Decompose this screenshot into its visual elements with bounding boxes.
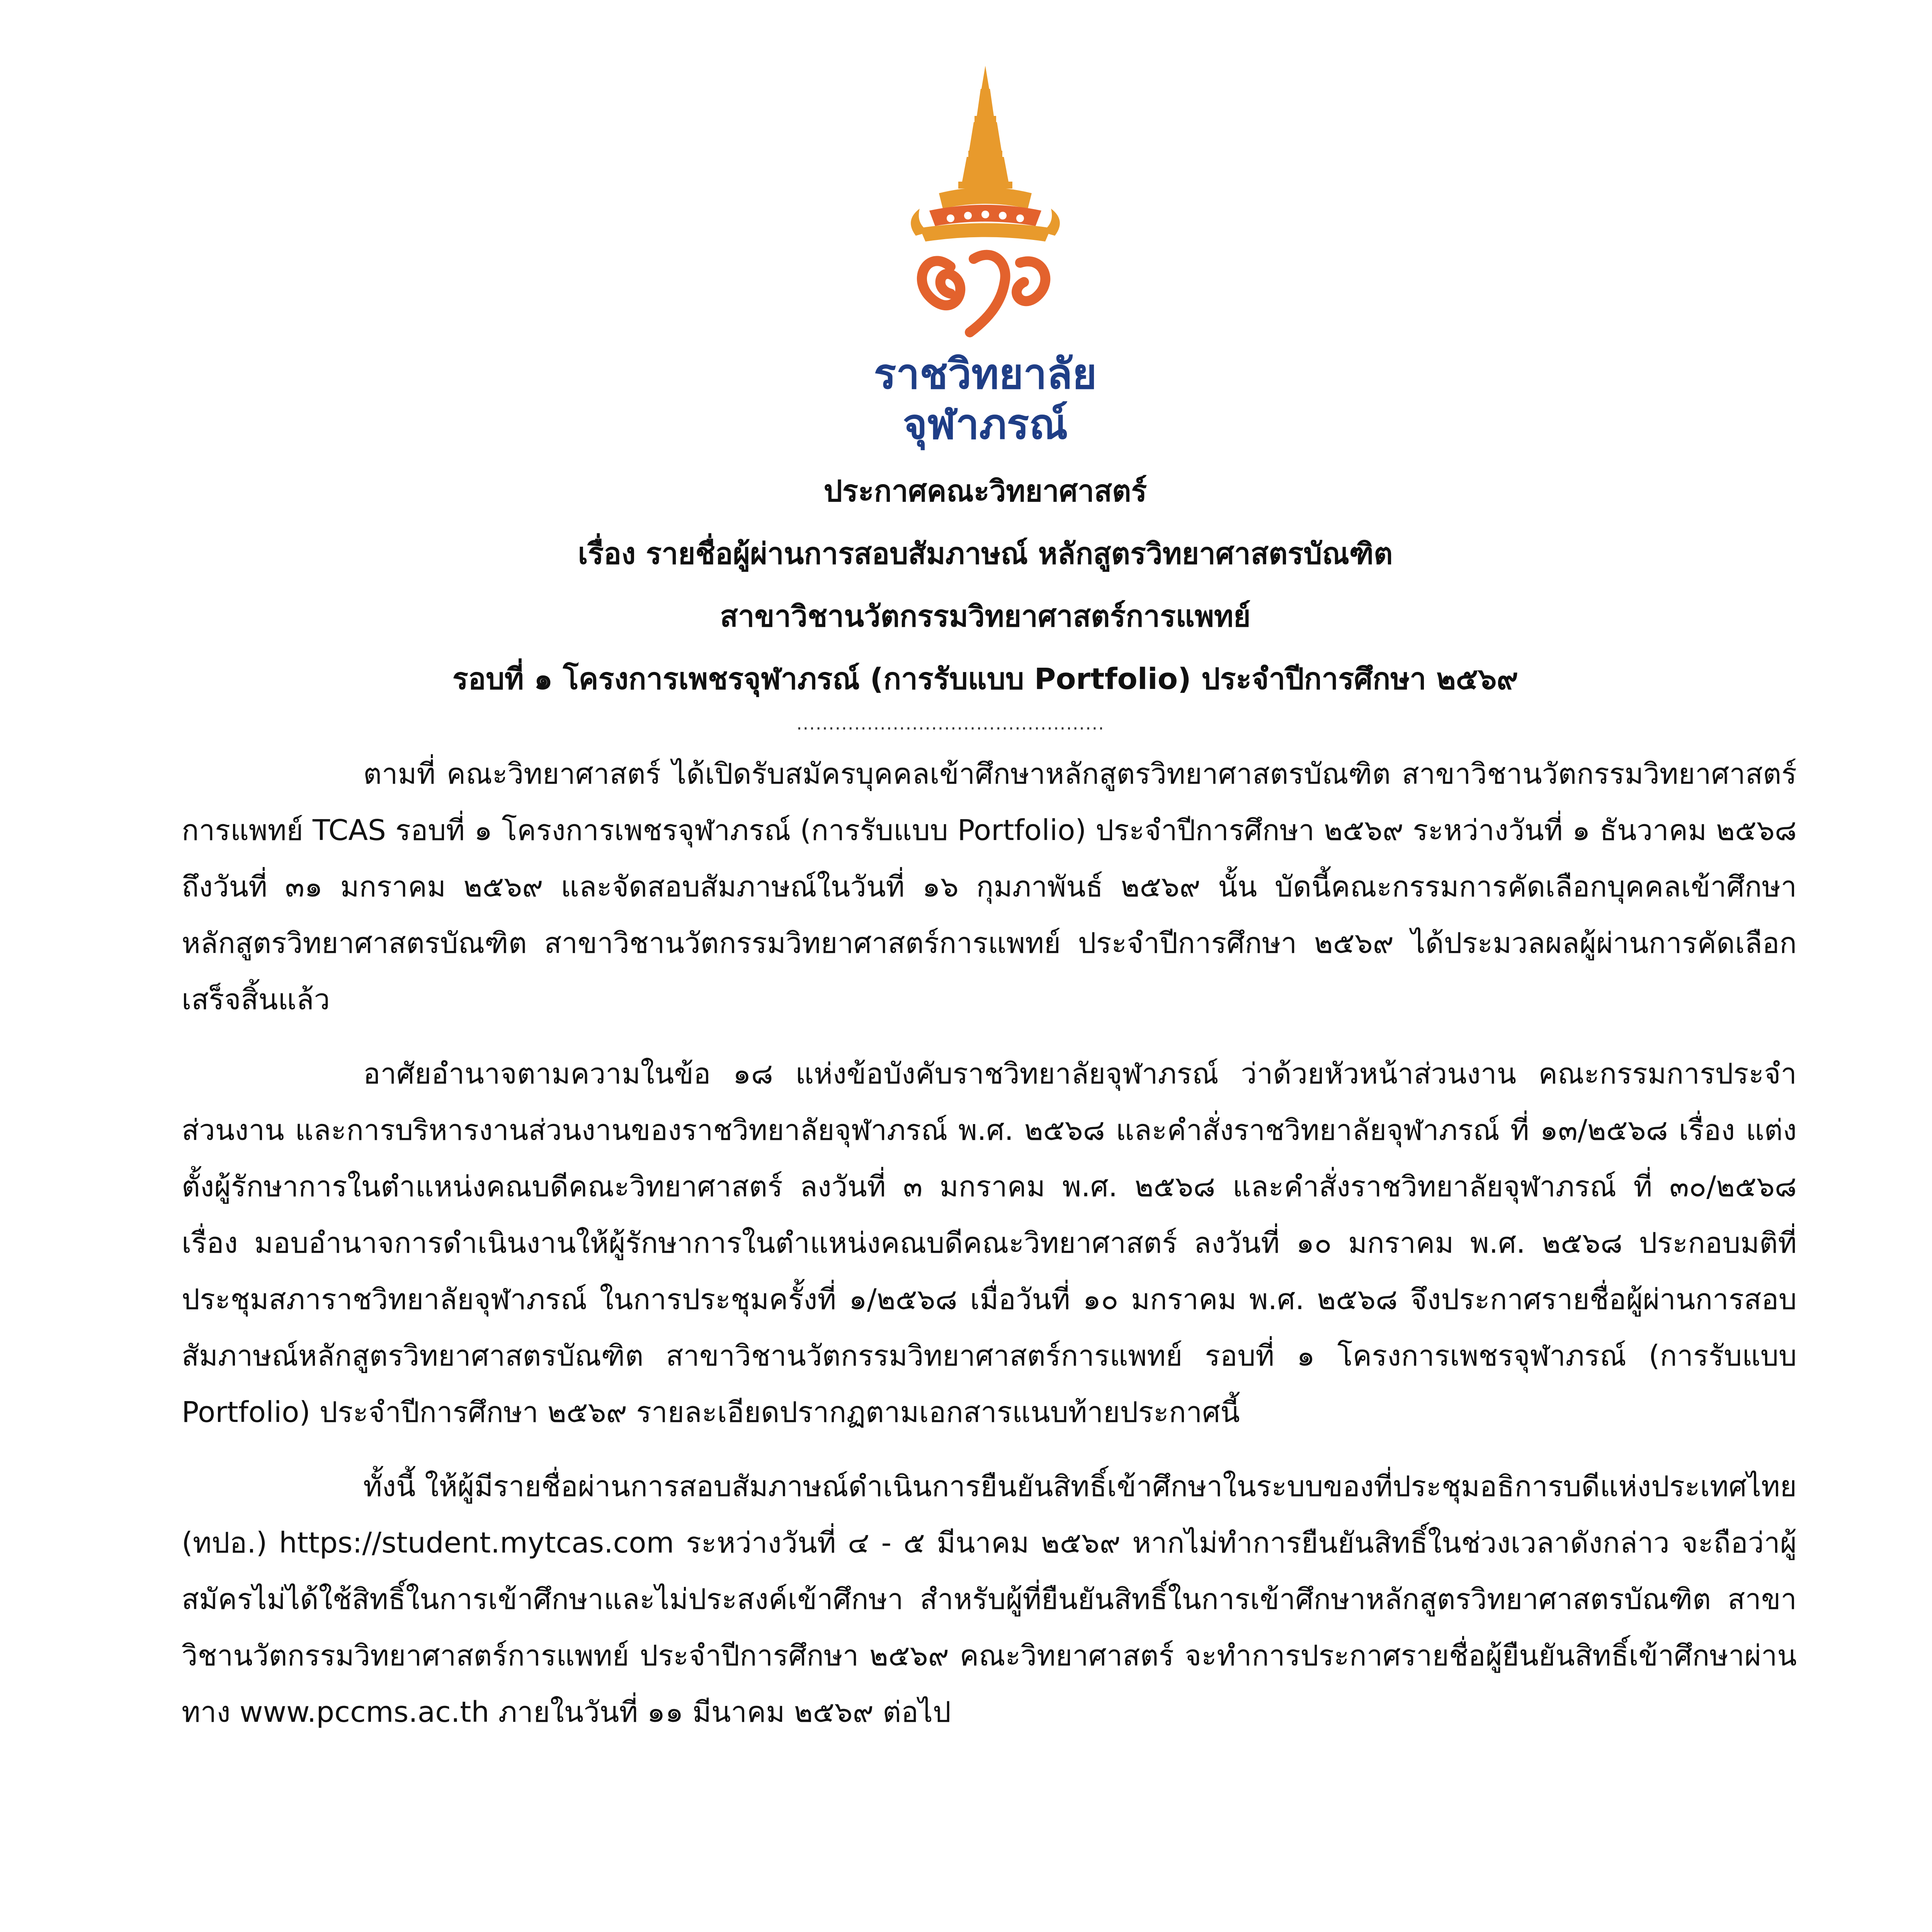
header-line-2: เรื่อง รายชื่อผู้ผ่านการสอบสัมภาษณ์ หลักสูตรวิทยาศาสตรบัณฑิต bbox=[578, 536, 1393, 571]
institution-logo bbox=[835, 66, 1136, 449]
royal-crown-emblem-icon bbox=[893, 66, 1078, 344]
logo-text-line2: จุฬาภรณ์ bbox=[903, 400, 1068, 449]
paragraph-3: ทั้งนี้ ให้ผู้มีรายชื่อผ่านการสอบสัมภาษณ์ดำเนินการยืนยันสิทธิ์เข้าศึกษาในระบบของที่ประชุมอธิการบดีแห่งประเทศไทย (ทปอ.) https://student.mytcas.com ระหว่างวันที่ ๔ - ๕ มีนาคม ๒๕๖๙ หากไม่ทำการยืนยันสิทธิ์ในช่วงเวลาดังกล่าว จะถือว่าผู้สมัครไม่ได้ใช้สิทธิ์ในการเข้าศึกษาและไม่ประสงค์เข้าศึกษา สำหรับผู้ที่ยืนยันสิทธิ์ในการเข้าศึกษาหลักสูตรวิทยาศาสตรบัณฑิต สาขาวิชานวัตกรรมวิทยาศาสตร์การแพทย์ ประจำปีการศึกษา ๒๕๖๙ คณะวิทยาศาสตร์ จะทำการประกาศรายชื่อผู้ยืนยันสิทธิ์เข้าศึกษาผ่านทาง www.pccms.ac.th ภายในวันที่ ๑๑ มีนาคม ๒๕๖๙ ต่อไป bbox=[182, 1470, 1797, 1729]
logo-text-line1: ราชวิทยาลัย bbox=[874, 350, 1097, 398]
header-line-1: ประกาศคณะวิทยาศาสตร์ bbox=[823, 474, 1147, 508]
announcement-body bbox=[182, 746, 1797, 1758]
announcement-header bbox=[116, 460, 1855, 710]
header-line-3: สาขาวิชานวัตกรรมวิทยาศาสตร์การแพทย์ bbox=[720, 599, 1251, 633]
paragraph-2: อาศัยอำนาจตามความในข้อ ๑๘ แห่งข้อบังคับราชวิทยาลัยจุฬาภรณ์ ว่าด้วยหัวหน้าส่วนงาน คณะกรรมการประจำส่วนงาน และการบริหารงานส่วนงานของราชวิทยาลัยจุฬาภรณ์ พ.ศ. ๒๕๖๘ และคำสั่งราชวิทยาลัยจุฬาภรณ์ ที่ ๑๓/๒๕๖๘ เรื่อง แต่งตั้งผู้รักษาการในตำแหน่งคณบดีคณะวิทยาศาสตร์ ลงวันที่ ๓ มกราคม พ.ศ. ๒๕๖๘ และคำสั่งราชวิทยาลัยจุฬาภรณ์ ที่ ๓๐/๒๕๖๘ เรื่อง มอบอำนาจการดำเนินงานให้ผู้รักษาการในตำแหน่งคณบดีคณะวิทยาศาสตร์ ลงวันที่ ๑๐ มกราคม พ.ศ. ๒๕๖๘ ประกอบมติที่ประชุมสภาราชวิทยาลัยจุฬาภรณ์ ในการประชุมครั้งที่ ๑/๒๕๖๘ เมื่อวันที่ ๑๐ มกราคม พ.ศ. ๒๕๖๘ จึงประกาศรายชื่อผู้ผ่านการสอบสัมภาษณ์หลักสูตรวิทยาศาสตรบัณฑิต สาขาวิชานวัตกรรมวิทยาศาสตร์การแพทย์ รอบที่ ๑ โครงการเพชรจุฬาภรณ์ (การรับแบบ Portfolio) ประจำปีการศึกษา ๒๕๖๙ รายละเอียดปรากฏตามเอกสารแนบท้ายประกาศนี้ bbox=[182, 1057, 1797, 1429]
paragraph-1: ตามที่ คณะวิทยาศาสตร์ ได้เปิดรับสมัครบุคคลเข้าศึกษาหลักสูตรวิทยาศาสตรบัณฑิต สาขาวิชานวัตกรรมวิทยาศาสตร์การแพทย์ TCAS รอบที่ ๑ โครงการเพชรจุฬาภรณ์ (การรับแบบ Portfolio) ประจำปีการศึกษา ๒๕๖๙ ระหว่างวันที่ ๑ ธันวาคม ๒๕๖๘ ถึงวันที่ ๓๑ มกราคม ๒๕๖๙ และจัดสอบสัมภาษณ์ในวันที่ ๑๖ กุมภาพันธ์ ๒๕๖๙ นั้น บัดนี้คณะกรรมการคัดเลือกบุคคลเข้าศึกษา หลักสูตรวิทยาศาสตรบัณฑิต สาขาวิชานวัตกรรมวิทยาศาสตร์การแพทย์ ประจำปีการศึกษา ๒๕๖๙ ได้ประมวลผลผู้ผ่านการคัดเลือกเสร็จสิ้นแล้ว bbox=[182, 757, 1797, 1016]
header-divider: ................................................ bbox=[796, 713, 1105, 734]
header-line-4: รอบที่ ๑ โครงการเพชรจุฬาภรณ์ (การรับแบบ Portfolio) ประจำปีการศึกษา ๒๕๖๙ bbox=[452, 662, 1519, 696]
